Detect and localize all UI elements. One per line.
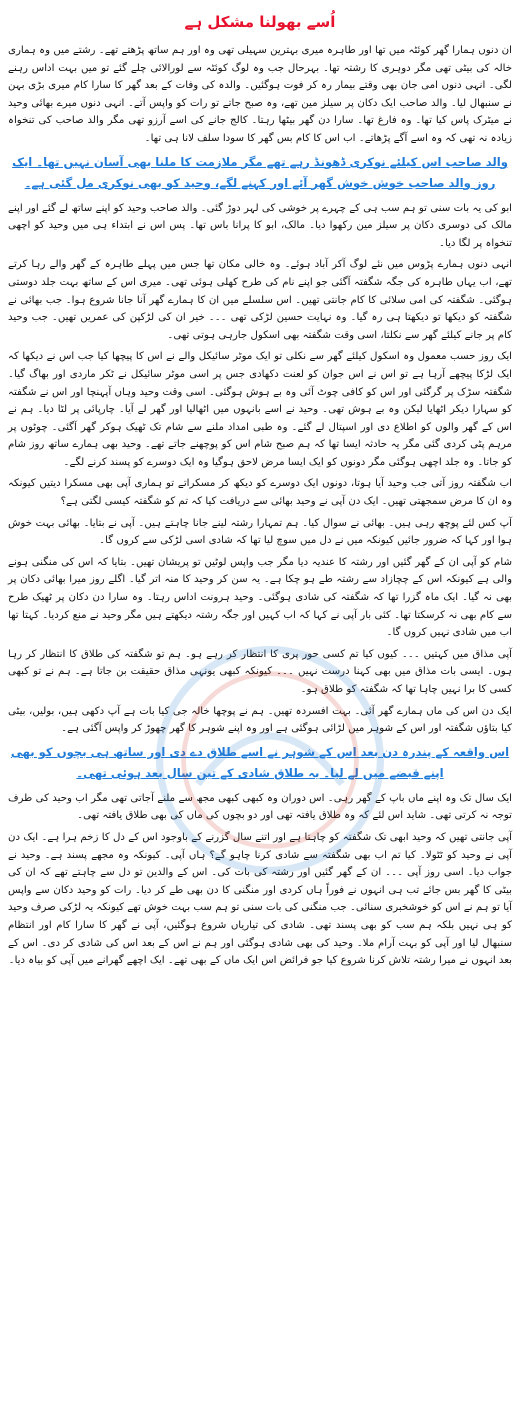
highlight-quote: اس واقعہ کے پندرہ دن بعد اس کے شوہر نے اسے طلاق دے دی اور ساتھ ہی بچوں کو بھی اپنے قبضے میں لے لیا۔ یہ طلاق شادی کے تین سال بعد ہوئی تھی۔ [10,744,510,780]
paragraph: ایک روز حسب معمول وہ اسکول کیلئے گھر سے نکلی تو ایک موٹر سائیکل والے نے اس کا پیچھا کیا جب اس نے دیکھا کہ ایک لڑکا پیچھے آرہا ہے تو اس نے اس جوان کو لعنت دکھادی جس پر اسی موٹر سائیکل نے ٹکر ماردی اور بھاگ گیا۔ شگفتہ سڑک پر گرگئی اور اس کو کافی چوٹ آئی وہ بے ہوش ہوگئی۔ اسی وقت وحید وہاں آپہنچا اور اس نے شگفتہ کو سہارا دیکر اٹھایا لیکن وہ بے ہوش تھی۔ وحید نے اسے بانہوں میں اٹھالیا اور گھر لے آیا۔ چارپائی پر لٹا دیا۔ ہم نے اس کے گھر والوں کو اطلاع دی اور اسپتال لے گئے۔ وہ طبی امداد ملنے سے شام تک ٹھیک ہوکر گھر آگئی۔ چوٹوں پر مرہم پٹی کردی گئی مگر یہ حادثہ ایسا تھا کہ ہم صبح شام اس کو پوچھنے جاتے تھے۔ وحید بھی ہمارے ساتھ روز شام کو جاتا۔ وہ جلد اچھی ہوگئی مگر دونوں کو ایک ایسا مرض لاحق ہوگیا وہ ایک دوسرے کو پسند کرنے لگے۔ [8,351,512,468]
paragraph: انہی دنوں ہمارے پڑوس میں نئے لوگ آکر آباد ہوئے۔ وہ خالی مکان تھا جس میں پہلے طاہرہ کے گھر والے رہا کرتے تھے، اب یہاں طاہرہ کی جگہ شگفتہ آگئی جو اپنے نام کی طرح کھلی ہوئی تھی۔ میری اس کے ساتھ بہت جلد دوستی ہوگئی۔ شگفتہ کی امی سلائی کا کام جانتی تھیں۔ اس سلسلے میں ان کا ہمارے گھر آنا جانا شروع ہوا۔ جب بھائی نے شگفتہ کو دیکھا تو دیکھتا ہی رہ گیا۔ وہ نہایت حسین لڑکی تھی ۔۔۔ خیر ان کی لڑکپن کی عمریں تھیں۔ جب وحید کام پر جانے کیلئے گھر سے نکلتا، اسی وقت شگفتہ بھی اسکول جارہی ہوتی تھی۔ [8,259,512,341]
paragraph: ابو کی یہ بات سنی تو ہم سب ہی کے چہرے پر خوشی کی لہر دوڑ گئی۔ والد صاحب وحید کو اپنے ساتھ لے گئے اور اپنے مالک کی دوسری دکان پر سیلز مین رکھوا دیا۔ مالک، ابو کا پرانا باس تھا۔ پس اس نے ابتداء ہی میں وحید کو اچھی تنخواہ پر لگا دیا۔ [8,202,512,249]
paragraph: اب شگفتہ روز آتی جب وحید آیا ہوتا، دونوں ایک دوسرے کو دیکھ کر مسکراتے تو ہماری آپی بھی مسکرا دیتیں کیونکہ وہ ان کا مرض سمجھتی تھیں۔ ایک دن آپی نے وحید بھائی سے دریافت کیا کہ تم کو شگفتہ کیسی لگتی ہے؟ [8,478,512,508]
paragraph: ایک دن اس کی ماں ہمارے گھر آئی۔ بہت افسردہ تھیں۔ ہم نے پوچھا خالہ جی کیا بات ہے آپ دکھی ہیں، بولیں، بیٹی کیا بتاؤں شگفتہ اور اس کے شوہر میں لڑائی ہوگئی ہے اور وہ اپنے شوہر کا گھر چھوڑ کر واپس آگئی ہے۔ [8,705,512,735]
paragraph: ایک سال تک وہ اپنے ماں باپ کے گھر رہی۔ اس دوران وہ کبھی کبھی مجھ سے ملنے آجاتی تھی مگر اب وحید کی طرف توجہ نہ کرتی تھی۔ شاید اس لئے کہ وہ طلاق یافتہ تھی اور دو بچوں کی ماں کی بھی طلاق یافتہ تھی۔ [8,792,512,822]
paragraph: آپی مذاق میں کہتیں ۔۔۔ کیوں کیا تم کسی حور پری کا انتظار کر رہے ہو۔ ہم تو شگفتہ کی طلاق کا انتظار کر رہا ہوں۔ ایسی بات مذاق میں بھی کہنا درست نہیں ۔۔۔ کیونکہ کبھی یونہی مذاق حقیقت بن جاتا ہے۔ ہم نے تو کبھی کسی کا برا نہیں چاہا تھا کہ شگفتہ کو طلاق ہو۔ [8,648,512,695]
paragraph: آپ کس لئے پوچھ رہی ہیں۔ بھائی نے سوال کیا۔ ہم تمہارا رشتہ لینے جانا چاہتے ہیں۔ آپی نے بتایا۔ بھائی بہت خوش ہوا اور کہا کہ ضرور جائیں کیونکہ میں نے دل میں سوچ لیا تھا کہ شادی اسی لڑکی سے کروں گا۔ [8,517,512,547]
article-title: اُسے بھولنا مشکل ہے [184,13,336,31]
paragraph: شام کو آپی ان کے گھر گئیں اور رشتہ کا عندیہ دیا مگر جب واپس لوٹیں تو پریشان تھیں۔ بتایا کہ اس کی منگنی ہونے والی ہے کیونکہ اس کے چچازاد سے رشتہ طے ہو چکا ہے۔ یہ سن کر وحید کا منہ اتر گیا۔ اگلے روز میرا بھائی دکان پر بھی نہ گیا۔ ایک ماہ گزرا تھا کہ شگفتہ کی شادی ہوگئی۔ وحید ہرونت اداس رہتا۔ وہ سارا دن دکان پر ٹھیک طرح سے کام بھی نہ کرسکتا تھا۔ کئی بار آپی نے کہا کہ اب کہیں اور جگہ رشتہ دیکھتے ہیں مگر وحید نے منع کردیا۔ کہتا تھا اب میں شادی نہیں کروں گا۔ [8,556,512,639]
paragraph: ان دنوں ہمارا گھر کوئٹہ میں تھا اور طاہرہ میری بہترین سہیلی تھی وہ اور ہم ساتھ پڑھتے تھے۔ رشتے میں وہ ہماری خالہ کی بیٹی تھی مگر دوہری کا رشتہ تھا۔ بہرحال جب وہ لوگ کوئٹہ سے لورالائی چلے گئے تو میں بہت اداس رہنے لگی۔ انہی دنوں امی جان بھی وقتے بیمار رہ کر فوت ہوگئیں۔ والدہ کی وفات کے بعد گھر کا سارا کام میری بڑی بہن نے سنبھال لیا۔ والد صاحب ایک دکان پر سیلز مین تھے، وہ صبح جاتے تو رات کو واپس آتے۔ انہی دنوں میرے بھائی وحید نے میٹرک پاس کیا تھا۔ وہ فارغ تھا۔ سارا دن گھر بیٹھا رہتا۔ کالج جانے کی اسے آرزو تھی مگر والد صاحب کی تنخواہ زیادہ نہ تھی کہ وہ اسے آگے پڑھاتے۔ اب اس کا کام بس گھر کا سودا سلف لانا ہی تھا۔ [8,45,512,144]
highlight-quote: والد صاحب اس کیلئے نوکری ڈھونڈ رہے تھے مگر ملازمت کا ملنا بھی آسان نہیں تھا۔ ایک روز والد صاحب خوش خوش گھر آئے اور کہنے لگے، وحید کو بھی نوکری مل گئی ہے۔ [12,154,508,190]
paragraph: آپی جانتی تھیں کہ وحید ابھی تک شگفتہ کو چاہتا ہے اور اتنے سال گزرنے کے باوجود اس کے دل کا زخم ہرا ہے۔ ایک دن آپی نے وحید کو ٹٹولا۔ کیا تم اب بھی شگفتہ سے شادی کرنا چاہو گے؟ ہاں آپی۔ کیونکہ وہ مجھے پسند ہے۔ وحید نے جواب دیا۔ اسی روز آپی ۔۔۔ ان کے گھر گئیں اور رشتہ کی بات کی۔ اس کے والدین تو دل سے چاہتے تھے کہ ان کی بیٹی کا گھر بس جائے تب ہی انہوں نے فوراً ہاں کردی اور منگنی کا دن بھی طے کر دیا۔ رات کو وحید دکان سے واپس آیا تو ہم نے اس کو خوشخبری سنائی۔ جب منگنی کی بات سنی تو ہم سب بہت خوش تھے کیونکہ یہ لڑکی صرف وحید کو ہی نہیں بلکہ ہم سب کو بھی پسند تھی۔ شادی کی تیاریاں شروع ہوگئیں، آپی نے گھر کا سارا کام اور انتظام سنبھال لیا اور آپی کو بہت آرام ملا۔ وحید کی بھی شادی ہوگئی اور ہم نے اس کے بعد اس کی شادی کر دی۔ اس کے بعد انہوں نے میرا رشتہ تلاش کرنا شروع کیا جو فرائض اس ایک ماں کے بھی تھے۔ ایک اچھے گھرانے میں آپی کو بیاہ دیا۔ [8,831,512,967]
